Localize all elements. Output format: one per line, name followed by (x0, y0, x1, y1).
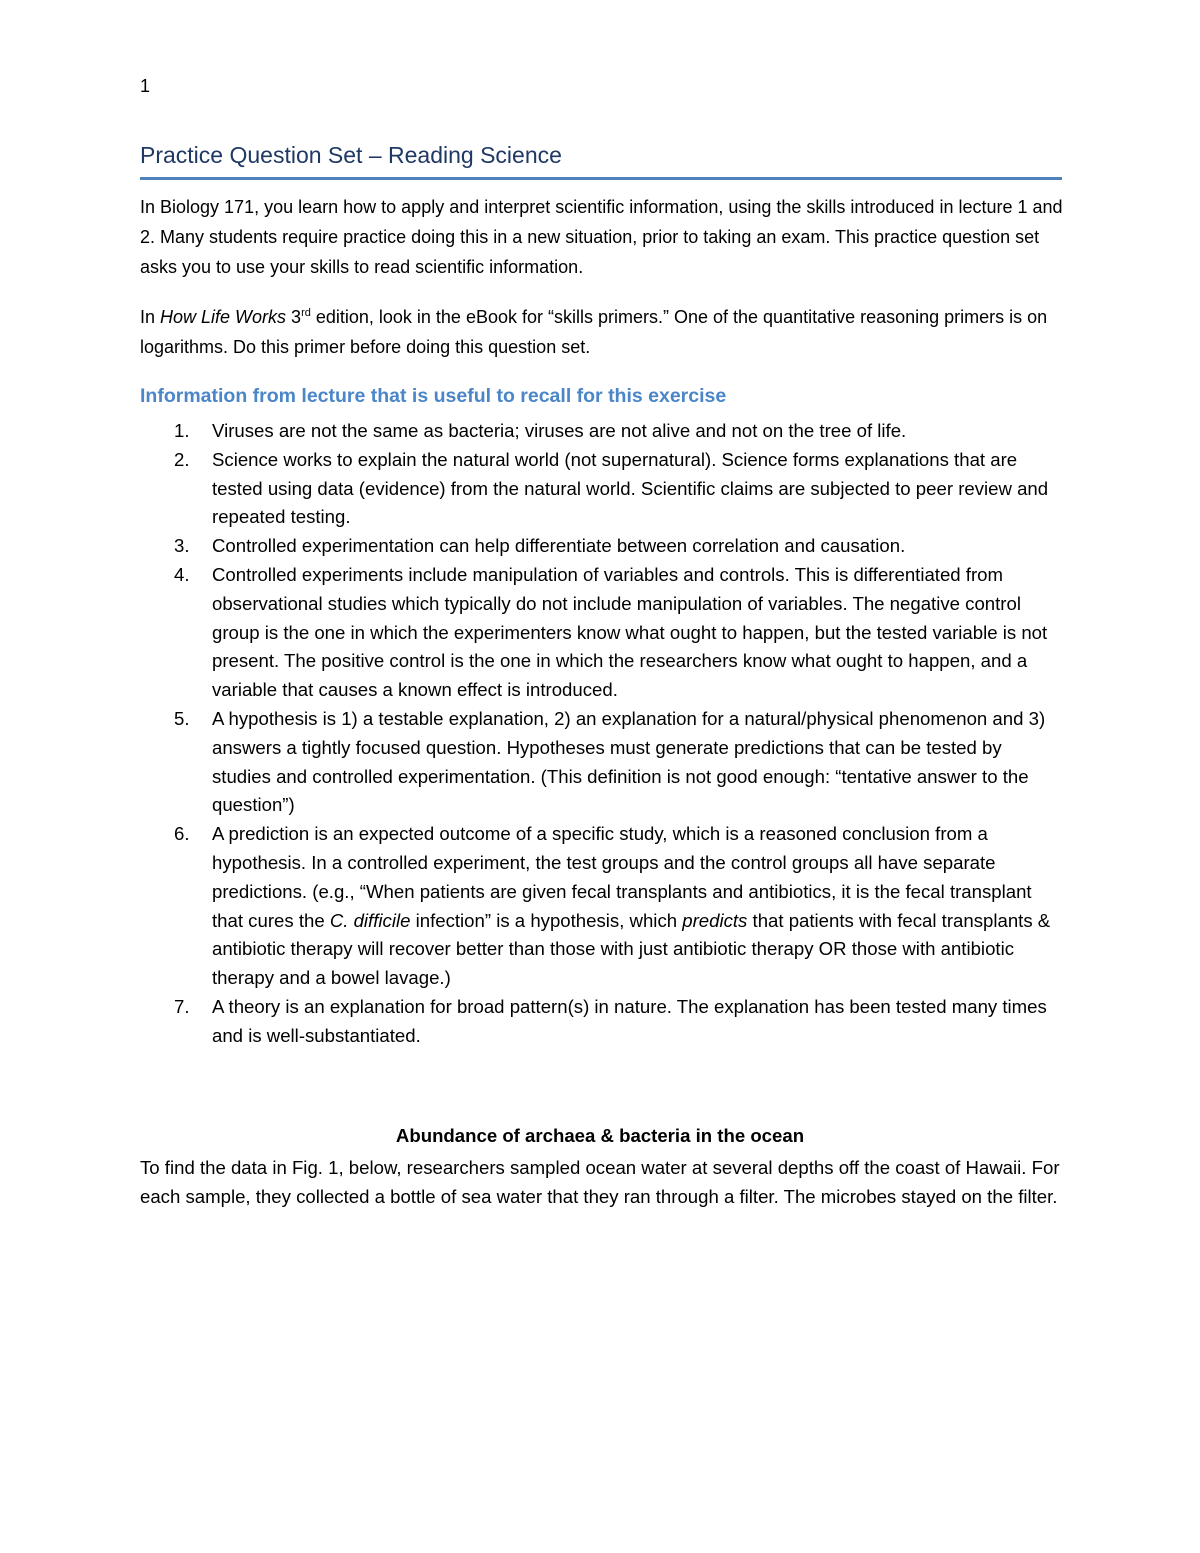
list-item (140, 820, 1065, 993)
list-item-text (212, 823, 1050, 988)
book-title: How Life Works (160, 307, 287, 327)
section-heading: Information from lecture that is useful to recall for this exercise (140, 385, 727, 407)
abundance-paragraph: To find the data in Fig. 1, below, researchers sampled ocean water at several depths off the coast of Hawaii. For each sample, they collected a bottle of sea water that they ran through a filter. The microbes stayed on the filter. (140, 1157, 1060, 1207)
species-name: C. difficile (329, 909, 411, 931)
abundance-heading: Abundance of archaea & bacteria in the ocean (395, 1125, 805, 1146)
list-item-text: Controlled experimentation can help differentiate between correlation and causation. (212, 535, 906, 557)
list-item (140, 705, 1065, 820)
page-number: 1 (140, 76, 151, 96)
list-item-number: 6. (174, 823, 190, 845)
intro-p2-prefix: In (140, 307, 161, 327)
list-item-number: 5. (174, 707, 190, 729)
predicts-word: predicts (682, 909, 748, 931)
title-underline (140, 177, 1062, 180)
list-item (140, 993, 1065, 1051)
intro-p2-rest: edition, look in the eBook for “skills primers.” One of the quantitative reasoning primers is on logarithms. Do this primer before doing this question set. (140, 307, 1048, 357)
edition-number: 3 (286, 307, 302, 327)
list-item-number: 1. (174, 420, 190, 441)
list-item-text: A theory is an explanation for broad pattern(s) in nature. The explanation has been tested many times and is well-substantiated. (212, 995, 1047, 1046)
list-item (140, 417, 1065, 446)
list-item-text: Science works to explain the natural world (not supernatural). Science forms explanations that are tested using data (evidence) from the natural world. Scientific claims are subjected to peer review and repeated testing. (212, 448, 1049, 528)
list-item-text: Viruses are not the same as bacteria; viruses are not alive and not on the tree of life. (212, 420, 907, 441)
list-item-number: 4. (174, 563, 190, 585)
intro-paragraph-2 (140, 302, 1065, 362)
list-item-text: A hypothesis is 1) a testable explanation, 2) an explanation for a natural/physical phenomenon and 3) answers a tightly focused question. Hypotheses must generate predictions that can be tested by studies and controlled experimentation. (This definition is not good enough: “tentative answer to the question”) (212, 707, 1046, 816)
recall-list (140, 417, 1065, 1051)
list-item (140, 532, 1065, 561)
item6-part1: A prediction is an expected outcome of a specific study, which is a reasoned conclusion from a hypothesis. In a controlled experiment, the test groups and the control groups all have separate predictions. (e.g., “When patients are given fecal transplants and antibiotics, it is the fecal transplant that cures the (212, 823, 1032, 931)
item6-part3: that patients with fecal transplants & antibiotic therapy will recover better than those with just antibiotic therapy OR those with antibiotic therapy and a bowel lavage.) (212, 909, 1051, 989)
list-item (140, 446, 1065, 532)
list-item-number: 3. (174, 535, 190, 557)
intro-paragraph-1: In Biology 171, you learn how to apply and interpret scientific information, using the skills introduced in lecture 1 and 2. Many students require practice doing this in a new situation, prior to taking an exam. This practice question set asks you to use your skills to read scientific information. (140, 197, 1063, 277)
list-item-number: 7. (174, 995, 190, 1017)
list-item (140, 561, 1065, 705)
edition-suffix: rd (301, 307, 311, 319)
item6-part2: infection” is a hypothesis, which (410, 909, 683, 931)
list-item-text: Controlled experiments include manipulation of variables and controls. This is differentiated from observational studies which typically do not include manipulation of variables. The negative control group is the one in which the experimenters know what ought to happen, but the tested variable is not present. The positive control is the one in which the researchers know what ought to happen, and a variable that causes a known effect is introduced. (212, 563, 1048, 701)
list-item-number: 2. (174, 448, 190, 470)
document-title: Practice Question Set – Reading Science (140, 142, 562, 168)
